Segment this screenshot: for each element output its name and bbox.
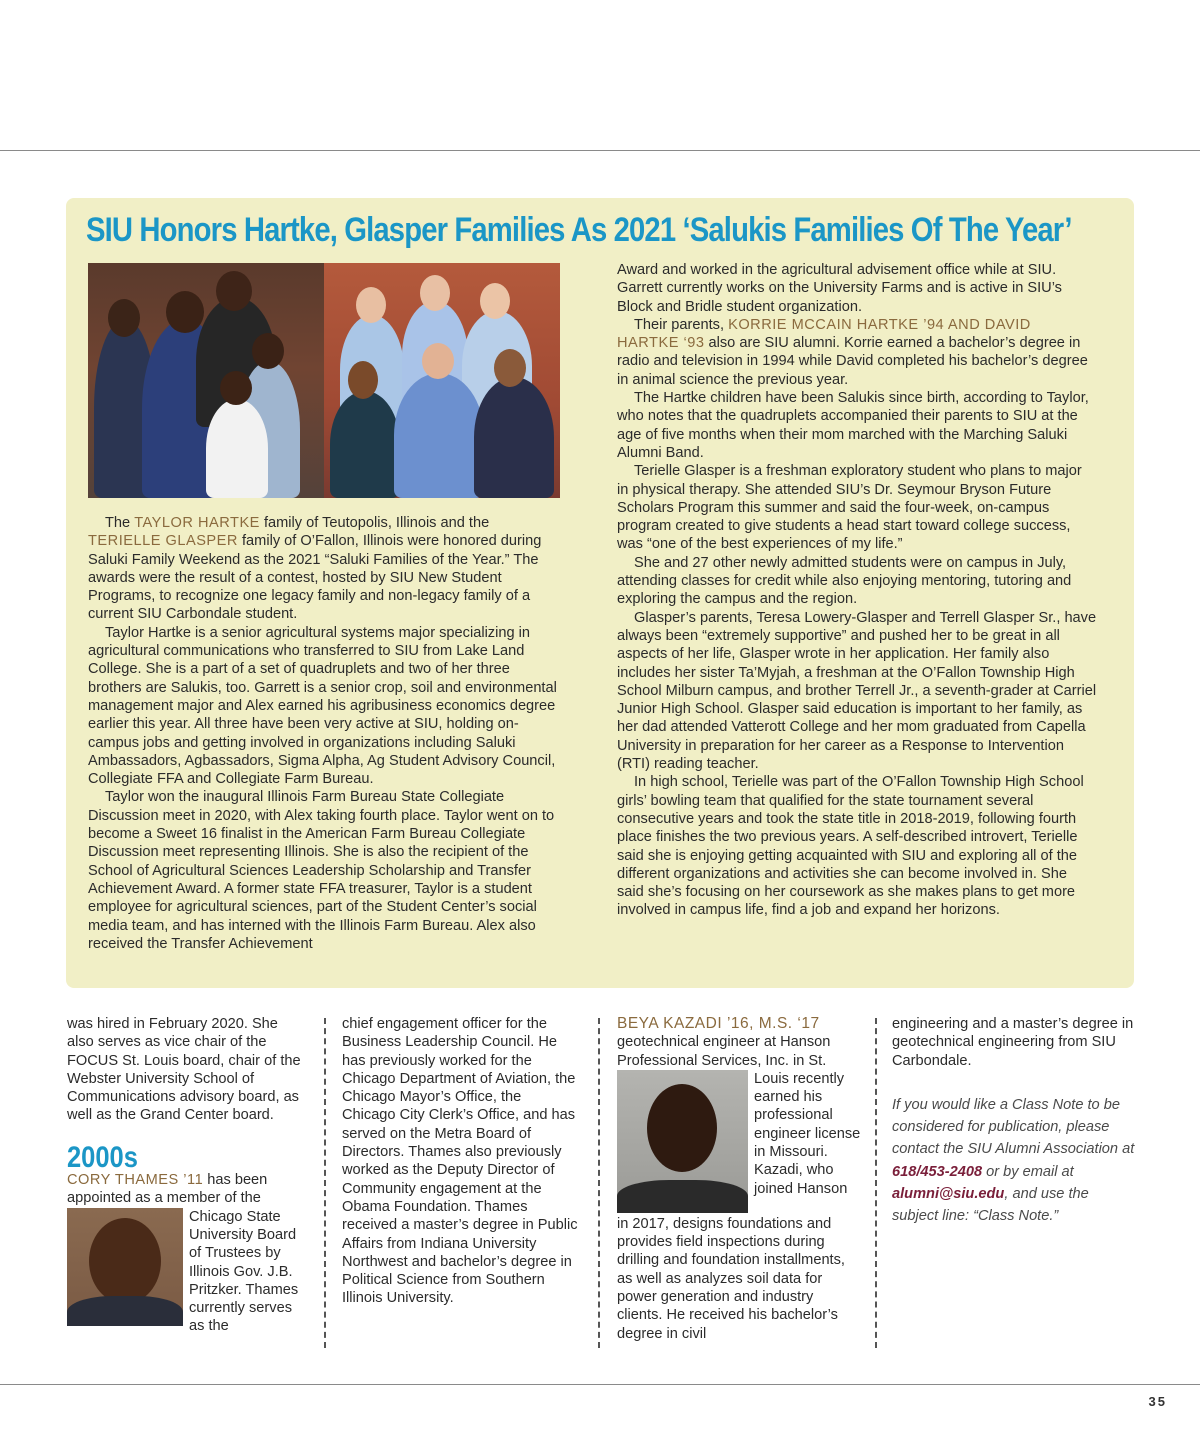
feature-paragraph: In high school, Terielle was part of the O’Fallon Township High School girls’ bowling team that qualified for the state tournament several consecutive years and took the state title in 2018-2019, following fourth place finishes the two previous years. A self-described introvert, Terielle said she is enjoying getting acquainted with SIU and exploring all of the different organizations and activities she can become involved in. She said she’s focusing on her coursework as she makes plans to get more involved in campus life, find a job and expand her horizons. bbox=[617, 774, 1084, 919]
feature-paragraph: Award and worked in the agricultural advisement office while at SIU. Garrett currently works on the University Farms and is active in SIU’s Block and Bridle student organization. bbox=[617, 262, 1062, 315]
thames-portrait bbox=[67, 1208, 183, 1326]
class-notes-column-1 bbox=[67, 1015, 307, 1336]
feature-paragraph: Glasper’s parents, Teresa Lowery-Glasper and Terrell Glasper Sr., have always been “extremely supportive” and pushed her to be great in all aspects of her life, Glasper wrote in her application. Her family also includes her sister Ta’Myjah, a freshman at the O’Fallon Township High School Milburn campus, and brother Terrell Jr., a seventh-grader at Carriel Junior High School. Glasper said education is important to her family, as her dad attended Vatterott College and her mom graduated from Capella University in preparation for her career as a Response to Intervention (RTI) reading teacher. bbox=[617, 609, 1097, 773]
text: also are SIU alumni. Korrie earned a bachelor’s degree in radio and television in 1994 while David completed his bachelor’s degree in animal science the previous year. bbox=[617, 335, 1088, 388]
column-divider bbox=[875, 1018, 877, 1348]
column-divider bbox=[324, 1018, 326, 1348]
class-note-text: geotechnical engineer at Hanson Professional Services, Inc. in St. bbox=[617, 1034, 831, 1069]
text: Louis recently earned his professional engineer license in Missouri. Kazadi, who joined Hanson bbox=[754, 1070, 861, 1197]
text: family of Teutopolis, Illinois and the bbox=[259, 515, 490, 531]
class-note-text: chief engagement officer for the Business Leadership Council. He has previously worked for the Chicago Department of Aviation, the Chicago Mayor’s Office, the Chicago City Clerk’s Office, and has served on the Metra Board of Directors. Thames also previously worked as the Deputy Director of Community engagement at the Obama Foundation. Thames received a master’s degree in Public Affairs from Indiana University Northwest and bachelor’s degree in Political Science from Southern Illinois University. bbox=[342, 1016, 578, 1307]
email-link[interactable]: alumni@siu.edu bbox=[892, 1186, 1005, 1203]
class-note-callout bbox=[892, 1094, 1136, 1228]
text: If you would like a Class Note to be considered for publication, please contact the SIU Alumni Association at bbox=[892, 1096, 1135, 1158]
class-note-text: in 2017, designs foundations and provides field inspections during drilling and foundation installments, as well as analyzes soil data for power generation and industry clients. He received his bachelor’s degree in civil bbox=[617, 1215, 845, 1342]
person-name: BEYA KAZADI ’16, M.S. ‘17 bbox=[617, 1015, 820, 1032]
page-number: 35 bbox=[1148, 1394, 1167, 1409]
text: has been appointed as a member of the bbox=[67, 1172, 268, 1207]
hartke-family-photo bbox=[324, 263, 560, 498]
text: family of O’Fallon, Illinois were honored during Saluki Family Weekend as the 2021 “Saluki Families of the Year.” The awards were the result of a contest, hosted by SIU New Student Programs, to recognize one legacy family and non-legacy family of a current SIU Carbondale student. bbox=[88, 533, 542, 623]
bottom-rule bbox=[0, 1384, 1200, 1385]
person-name: CORY THAMES ’11 bbox=[67, 1172, 204, 1189]
text: Chicago State University Board of Trustees by Illinois Gov. J.B. Pritzker. Thames currently serves as the bbox=[189, 1208, 299, 1335]
feature-paragraph bbox=[88, 514, 562, 624]
feature-paragraph: She and 27 other newly admitted students were on campus in July, attending classes for credit while also enjoying mentoring, tutoring and exploring the campus and the region. bbox=[617, 554, 1072, 608]
feature-paragraph bbox=[617, 316, 1097, 389]
text: , and use the subject line: “Class Note.” bbox=[892, 1186, 1089, 1225]
class-notes-column-3 bbox=[617, 1015, 861, 1343]
text: Their parents, bbox=[634, 316, 729, 333]
class-note-entry bbox=[617, 1070, 861, 1198]
class-note-text: engineering and a master’s degree in geotechnical engineering from SIU Carbondale. bbox=[892, 1016, 1134, 1069]
person-name: TAYLOR HARTKE bbox=[134, 515, 260, 531]
feature-left-column bbox=[88, 514, 562, 953]
glasper-family-photo bbox=[88, 263, 324, 498]
person-name: KORRIE MCCAIN HARTKE ’94 AND DAVID HARTKE ‘93 bbox=[617, 316, 1031, 352]
feature-paragraph: Terielle Glasper is a freshman exploratory student who plans to major in physical therapy. She attended SIU’s Dr. Seymour Bryson Future Scholars Program this summer and said the four-week, on-campus program created to give students a head start toward college success, was “one of the best experiences of my life.” bbox=[617, 463, 1082, 553]
class-note-text: was hired in February 2020. She also serves as vice chair of the FOCUS St. Louis board, chair of the Webster University School of Communications advisory board, as well as the Grand Center board. bbox=[67, 1016, 301, 1124]
top-rule bbox=[0, 150, 1200, 151]
class-notes-column-2 bbox=[342, 1015, 578, 1308]
column-divider bbox=[598, 1018, 600, 1348]
text: The bbox=[105, 515, 135, 531]
feature-paragraph: Taylor won the inaugural Illinois Farm Bureau State Collegiate Discussion meet in 2020, with Alex taking fourth place. Taylor went on to become a Sweet 16 finalist in the American Farm Bureau Collegiate Discussion meet representing Illinois. She is also the recipient of the School of Agricultural Sciences Leadership Scholarship and Transfer Achievement Award. A former state FFA treasurer, Taylor is a student employee for agricultural sciences, part of the Student Center’s social media team, and has interned with the Illinois Farm Bureau. Alex also received the Transfer Achievement bbox=[88, 789, 555, 952]
phone-number[interactable]: 618/453-2408 bbox=[892, 1163, 983, 1180]
class-notes-column-4 bbox=[892, 1015, 1136, 1228]
class-note-entry bbox=[67, 1171, 307, 1336]
feature-paragraph: The Hartke children have been Salukis since birth, according to Taylor, who notes that the quadruplets accompanied their parents to SIU at the age of five months when their mom marched with the Marching Saluki Alumni Band. bbox=[617, 390, 1089, 461]
text: or by email at bbox=[982, 1163, 1074, 1180]
person-name: TERIELLE GLASPER bbox=[88, 533, 238, 550]
feature-paragraph: Taylor Hartke is a senior agricultural systems major specializing in agricultural communications who transferred to SIU from Lake Land College. She is a part of a set of quadruplets and two of her three brothers are Salukis, too. Garrett is a senior crop, soil and environmental management major and Alex earned his agribusiness economics degree earlier this year. All three have been very active at SIU, holding on-campus jobs and getting involved in organizations including Saluki Ambassadors, Agbassadors, Sigma Alpha, Ag Student Advisory Council, Collegiate FFA and Collegiate Farm Bureau. bbox=[88, 624, 557, 788]
feature-headline: SIU Honors Hartke, Glasper Families As 2021 ‘Salukis Families Of The Year’ bbox=[86, 211, 1072, 249]
families-photo bbox=[88, 263, 560, 498]
decade-heading: 2000s bbox=[67, 1140, 138, 1174]
kazadi-portrait bbox=[617, 1070, 748, 1213]
feature-right-column bbox=[617, 261, 1097, 920]
